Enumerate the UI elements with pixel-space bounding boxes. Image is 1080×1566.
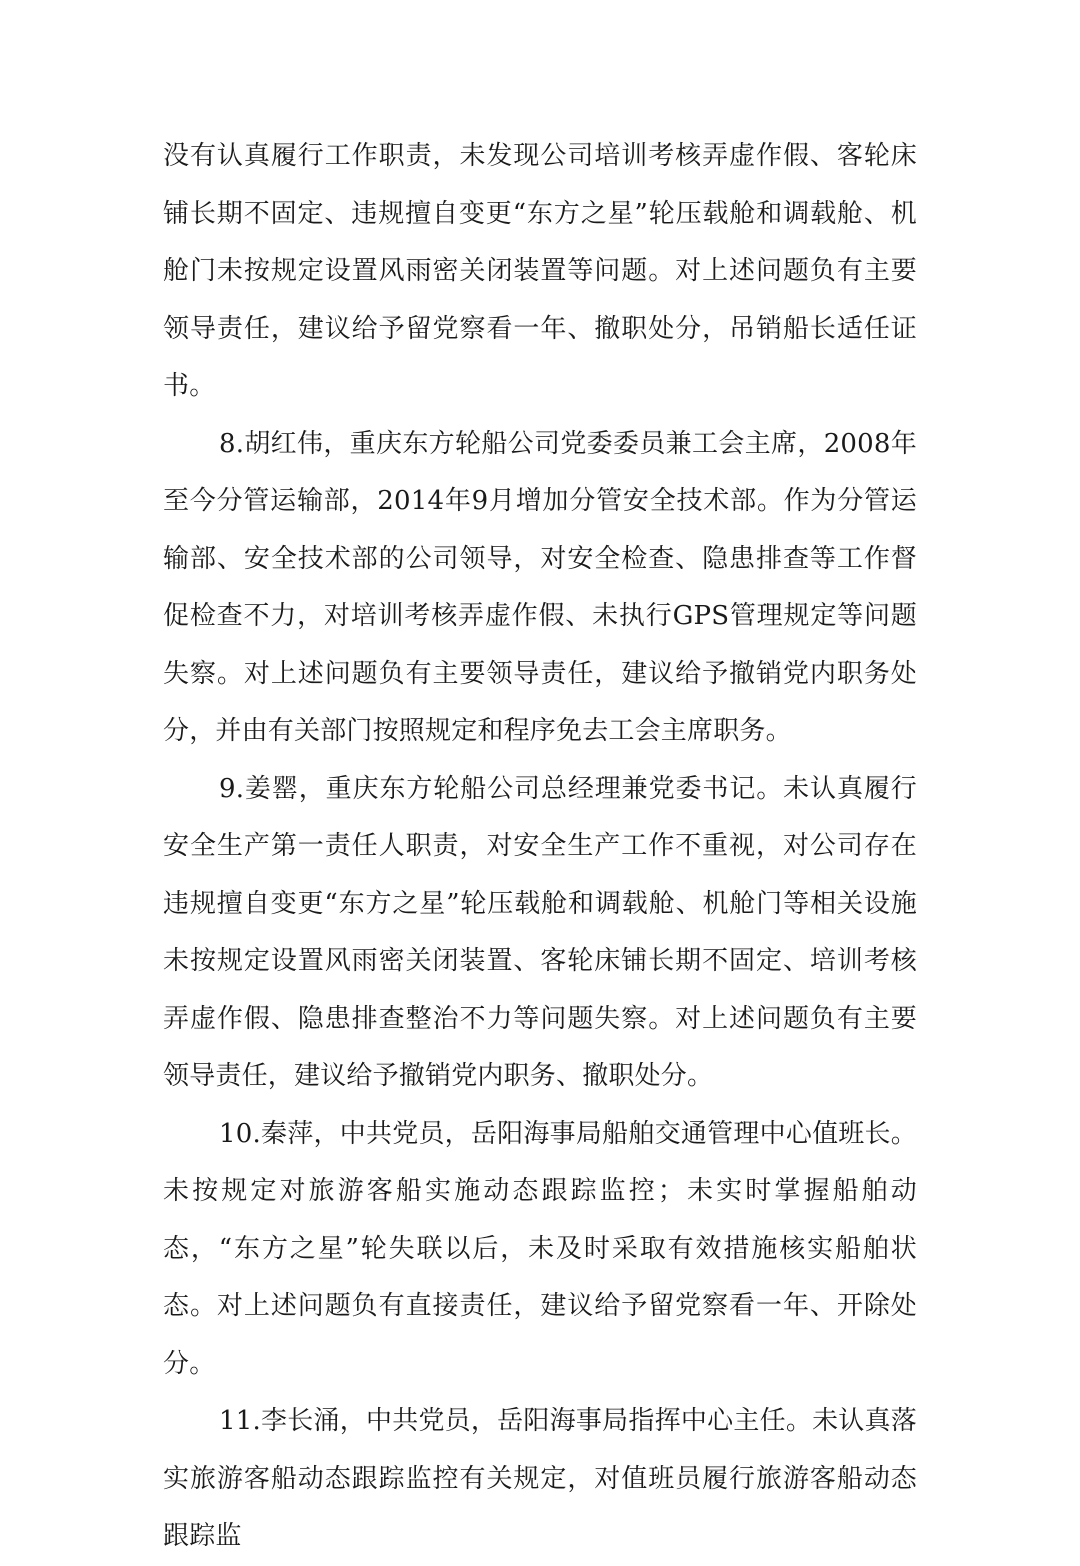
paragraph-item-8: 8.胡红伟，重庆东方轮船公司党委委员兼工会主席，2008年至今分管运输部，2014年9月增加分管安全技术部。作为分管运输部、安全技术部的公司领导，对安全检查、隐患排查等工作督促检查不力，对培训考核弄虚作假、未执行GPS管理规定等问题失察。对上述问题负有主要领导责任，建议给予撤销党内职务处分，并由有关部门按照规定和程序免去工会主席职务。 <box>163 428 917 746</box>
paragraph-item-9: 9.姜罂，重庆东方轮船公司总经理兼党委书记。未认真履行安全生产第一责任人职责，对安全生产工作不重视，对公司存在违规擅自变更“东方之星”轮压载舱和调载舱、机舱门等相关设施未按规定设置风雨密关闭装置、客轮床铺长期不固定、培训考核弄虚作假、隐患排查整治不力等问题失察。对上述问题负有主要领导责任，建议给予撤销党内职务、撤职处分。 <box>163 773 917 1091</box>
paragraph-item-11: 11.李长涌，中共党员，岳阳海事局指挥中心主任。未认真落实旅游客船动态跟踪监控有关规定，对值班员履行旅游客船动态跟踪监 <box>163 1406 917 1551</box>
paragraph-item-10: 10.秦萍，中共党员，岳阳海事局船舶交通管理中心值班长。未按规定对旅游客船实施动态跟踪监控；未实时掌握船舶动态，“东方之星”轮失联以后，未及时采取有效措施核实船舶状态。对上述问题负有直接责任，建议给予留党察看一年、开除处分。 <box>163 1118 917 1379</box>
document-body <box>163 128 917 1566</box>
paragraph-continuation: 没有认真履行工作职责，未发现公司培训考核弄虚作假、客轮床铺长期不固定、违规擅自变更“东方之星”轮压载舱和调载舱、机舱门未按规定设置风雨密关闭装置等问题。对上述问题负有主要领导责任，建议给予留党察看一年、撤职处分，吊销船长适任证书。 <box>163 141 917 401</box>
